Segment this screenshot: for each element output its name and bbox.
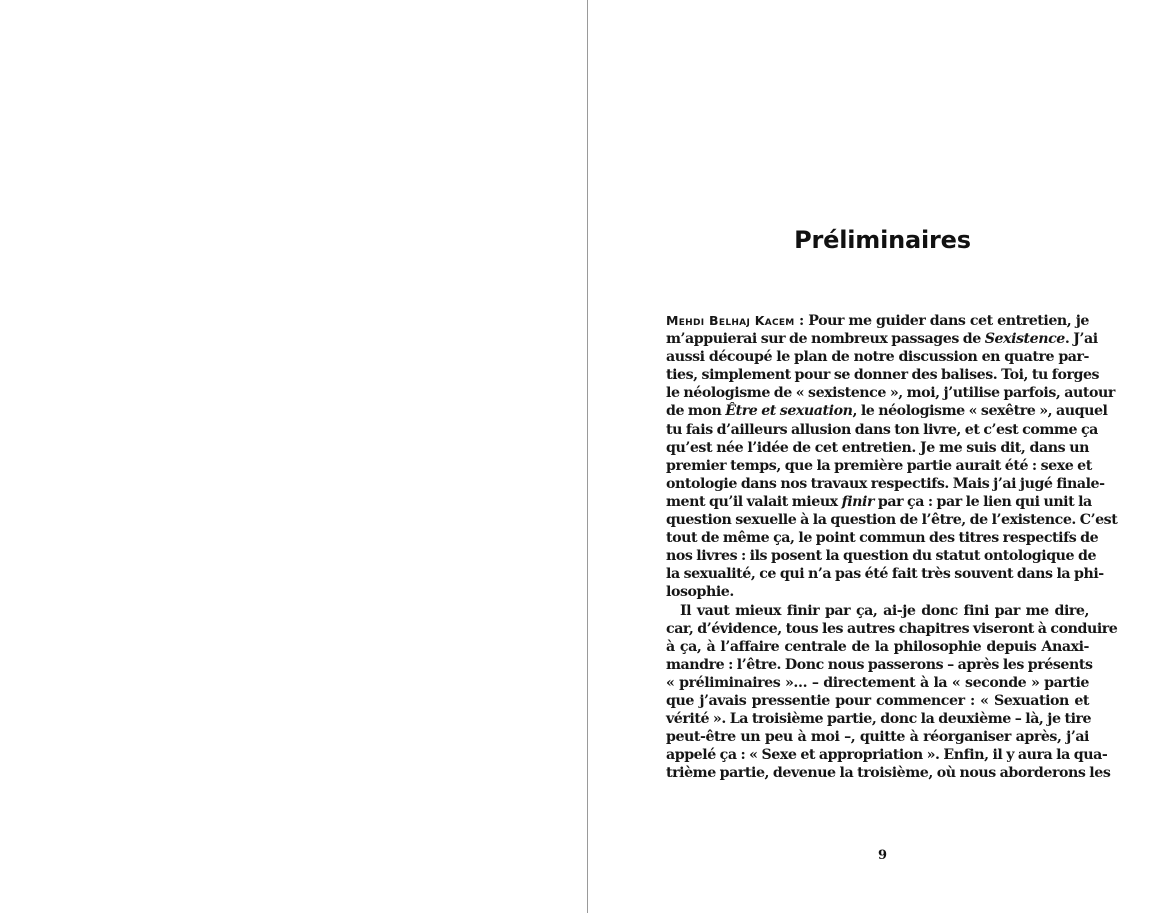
text-line: Mehdi Belhaj Kacem : Pour me guider dans cet entretien, je [666, 313, 1089, 329]
text-line: que j’avais pressentie pour commencer : « Sexuation et [666, 692, 1089, 709]
text-line: question sexuelle à la question de l’être, de l’existence. C’est [666, 512, 1118, 529]
text-line: « préliminaires »… – directement à la « seconde » partie [666, 674, 1089, 691]
chapter-title: Préliminaires [794, 226, 971, 254]
text-line: trième partie, devenue la troisième, où nous aborderons les [666, 765, 1111, 782]
emphasis-italic: finir [841, 493, 875, 510]
text-line: m’appuierai sur de nombreux passages de Sexistence. J’ai [666, 331, 1098, 348]
text-line: vérité ». La troisième partie, donc la deuxième – là, je tire [666, 711, 1092, 728]
text-line: tout de même ça, le point commun des titres respectifs de [666, 530, 1099, 547]
text-line: de mon Être et sexuation, le néologisme « sexêtre », auquel [666, 403, 1108, 420]
text-line: ontologie dans nos travaux respectifs. Mais j’ai jugé finale- [666, 475, 1105, 492]
right-page [588, 0, 1175, 913]
text-line: losophie. [666, 584, 734, 601]
text-line: car, d’évidence, tous les autres chapitres viseront à conduire [666, 620, 1118, 637]
text-line: ment qu’il valait mieux finir par ça : par le lien qui unit la [666, 493, 1092, 510]
text-line: mandre : l’être. Donc nous passerons – après les présents [666, 656, 1093, 673]
text-line: appelé ça : « Sexe et appropriation ». Enfin, il y aura la qua- [666, 747, 1108, 764]
text-line: qu’est née l’idée de cet entretien. Je me suis dit, dans un [666, 439, 1089, 456]
text-line: nos livres : ils posent la question du statut ontologique de [666, 548, 1097, 565]
left-page-blank [0, 0, 587, 913]
text-line: Il vaut mieux finir par ça, ai-je donc fini par me dire, [680, 602, 1089, 619]
speaker-name: Mehdi Belhaj Kacem [666, 313, 795, 328]
text-line: le néologisme de « sexistence », moi, j’utilise parfois, autour [666, 385, 1115, 402]
book-title-italic: Être et sexuation [725, 403, 853, 420]
text-line: peut-être un peu à moi –, quitte à réorganiser après, j’ai [666, 729, 1089, 746]
speaker-separator: : [794, 313, 804, 329]
page-number: 9 [877, 848, 888, 863]
text-line: ties, simplement pour se donner des balises. Toi, tu forges [666, 367, 1100, 384]
text-line: la sexualité, ce qui n’a pas été fait très souvent dans la phi- [666, 566, 1104, 583]
book-title-italic: Sexistence [984, 331, 1065, 348]
text-line: tu fais d’ailleurs allusion dans ton livre, et c’est comme ça [666, 421, 1098, 438]
text-line: aussi découpé le plan de notre discussion en quatre par- [666, 349, 1089, 366]
body-text [666, 312, 1118, 782]
text-line: à ça, à l’affaire centrale de la philosophie depuis Anaxi- [666, 638, 1089, 655]
text-line: premier temps, que la première partie aurait été : sexe et [666, 457, 1092, 474]
